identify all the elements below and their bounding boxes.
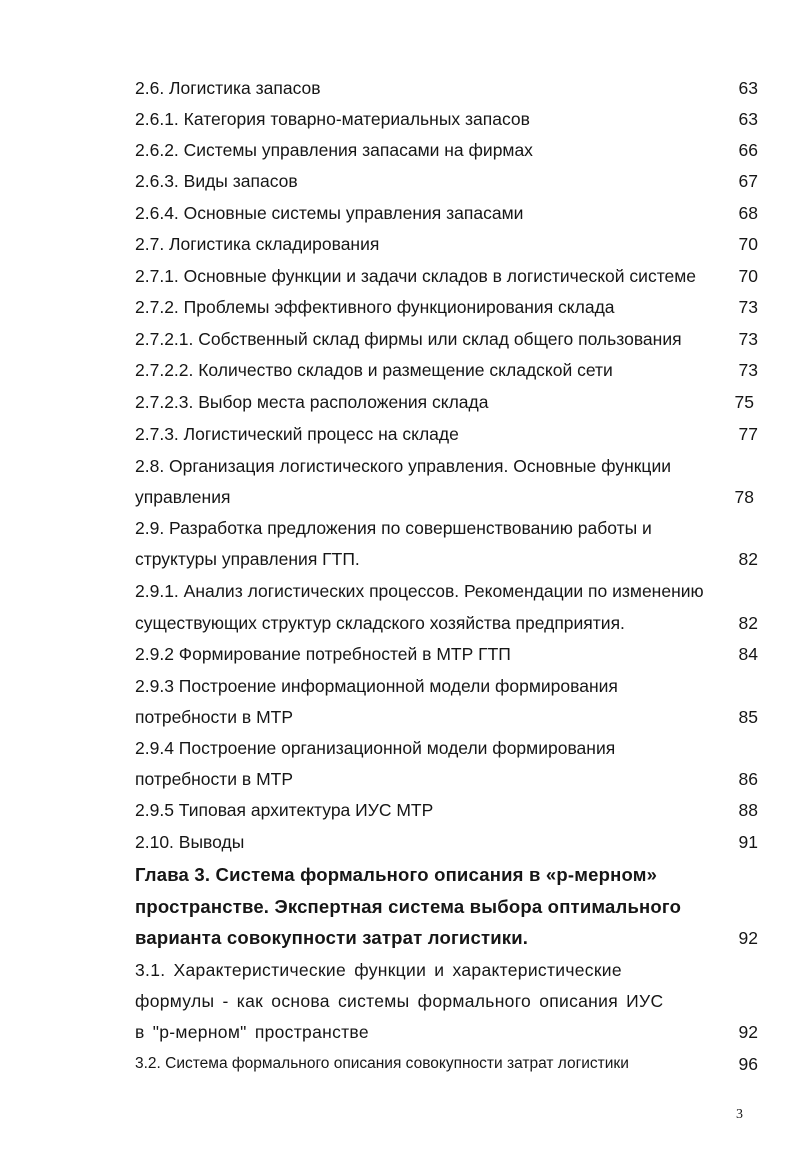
- toc-entry-2-9-3-line2: потребности в МТР: [135, 707, 294, 727]
- toc-entry-2-6-2: 2.6.2. Системы управления запасами на фирмах: [135, 140, 533, 160]
- toc-entry-2-7-2-1: 2.7.2.1. Собственный склад фирмы или склад общего пользования: [135, 329, 682, 349]
- toc-entry-2-9-3-line1: 2.9.3 Построение информационной модели формирования: [135, 676, 618, 696]
- toc-entry-2-10: 2.10. Выводы: [135, 832, 245, 852]
- toc-entry-2-6-3: 2.6.3. Виды запасов: [135, 171, 298, 191]
- toc-page-2-6-4: 68: [738, 203, 758, 223]
- toc-page-2-10: 91: [738, 832, 758, 852]
- toc-entry-2-9-line2: структуры управления ГТП.: [135, 549, 360, 569]
- toc-page-2-9-5: 88: [738, 800, 758, 820]
- toc-entry-3-1-line3: в "р-мерном" пространстве: [135, 1022, 369, 1042]
- toc-page-2-7-2-3: 75: [734, 392, 754, 412]
- toc-entry-2-9-5: 2.9.5 Типовая архитектура ИУС МТР: [135, 800, 434, 820]
- toc-entry-2-7: 2.7. Логистика складирования: [135, 234, 380, 254]
- toc-entry-2-9-1-line1: 2.9.1. Анализ логистических процессов. Рекомендации по изменению: [135, 581, 704, 601]
- toc-chapter-3-line2: пространстве. Экспертная система выбора оптимального: [135, 896, 682, 917]
- toc-entry-2-9-2: 2.9.2 Формирование потребностей в МТР ГТП: [135, 644, 511, 664]
- toc-entry-2-9-line1: 2.9. Разработка предложения по совершенствованию работы и: [135, 518, 652, 538]
- toc-page-2-9-3: 85: [738, 707, 758, 727]
- toc-entry-2-6-1: 2.6.1. Категория товарно-материальных запасов: [135, 109, 530, 129]
- toc-entry-2-9-4-line1: 2.9.4 Построение организационной модели формирования: [135, 738, 616, 758]
- toc-page-2-6-1: 63: [738, 109, 758, 129]
- toc-page-2-9-1: 82: [738, 613, 758, 633]
- toc-page-2-6-3: 67: [738, 171, 758, 191]
- toc-page-3-1: 92: [738, 1022, 758, 1042]
- toc-entry-2-7-2-3: 2.7.2.3. Выбор места расположения склада: [135, 392, 489, 412]
- toc-page-2-9-4: 86: [738, 769, 758, 789]
- toc-page-2-7-3: 77: [738, 424, 758, 444]
- toc-entry-3-1-line2: формулы - как основа системы формального описания ИУС: [135, 991, 664, 1011]
- toc-entry-2-7-2: 2.7.2. Проблемы эффективного функционирования склада: [135, 297, 615, 317]
- toc-page-2-6: 63: [738, 78, 758, 98]
- toc-page-2-8: 78: [734, 487, 754, 507]
- toc-chapter-3-line3: варианта совокупности затрат логистики.: [135, 927, 529, 948]
- toc-page-2-7-1: 70: [738, 266, 758, 286]
- toc-page-3-2: 96: [738, 1054, 758, 1074]
- toc-page-2-7: 70: [738, 234, 758, 254]
- toc-entry-2-6: 2.6. Логистика запасов: [135, 78, 321, 98]
- toc-entry-2-9-4-line2: потребности в МТР: [135, 769, 294, 789]
- toc-entry-2-7-1: 2.7.1. Основные функции и задачи складов в логистической системе: [135, 266, 697, 286]
- toc-entry-2-6-4: 2.6.4. Основные системы управления запасами: [135, 203, 524, 223]
- toc-entry-2-8-line2: управления: [135, 487, 231, 507]
- toc-page-2-7-2: 73: [738, 297, 758, 317]
- toc-page-2-7-2-2: 73: [738, 360, 758, 380]
- toc-entry-2-8-line1: 2.8. Организация логистического управления. Основные функции: [135, 456, 671, 476]
- toc-chapter-3-line1: Глава 3. Система формального описания в «р-мерном»: [135, 864, 658, 885]
- toc-entry-2-7-2-2: 2.7.2.2. Количество складов и размещение складской сети: [135, 360, 613, 380]
- page-number: 3: [736, 1107, 743, 1122]
- toc-page-2-7-2-1: 73: [738, 329, 758, 349]
- toc-entry-3-1-line1: 3.1. Характеристические функции и характеристические: [135, 960, 622, 980]
- toc-entry-2-9-1-line2: существующих структур складского хозяйства предприятия.: [135, 613, 625, 633]
- toc-entry-3-2: 3.2. Система формального описания совокупности затрат логистики: [135, 1055, 629, 1072]
- toc-page-chapter-3: 92: [738, 928, 758, 948]
- toc-page-2-6-2: 66: [738, 140, 758, 160]
- toc-page-2-9-2: 84: [738, 644, 758, 664]
- toc-page-2-9: 82: [738, 549, 758, 569]
- toc-entry-2-7-3: 2.7.3. Логистический процесс на складе: [135, 424, 459, 444]
